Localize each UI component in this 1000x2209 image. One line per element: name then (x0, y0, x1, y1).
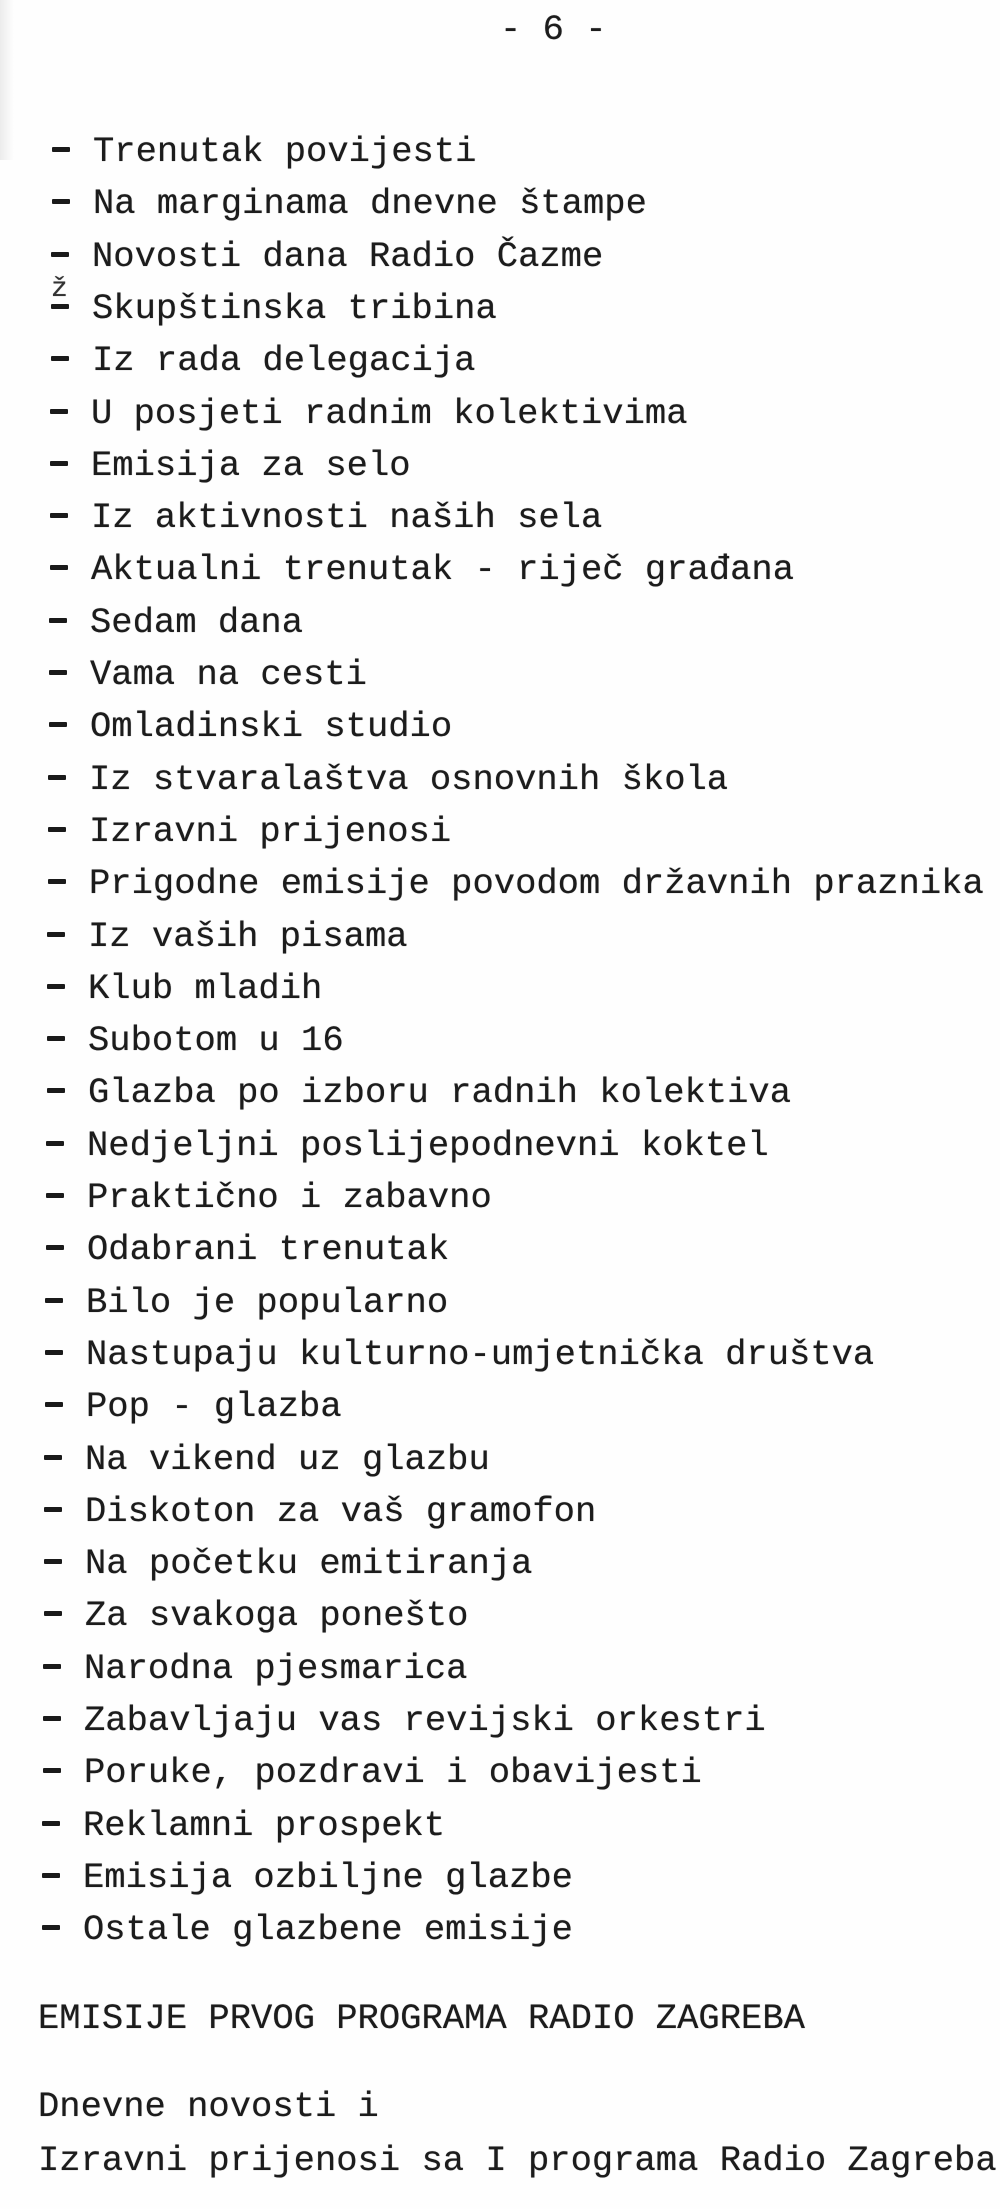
list-item-label: Nedjeljni poslijepodnevni koktel (87, 1124, 769, 1166)
list-item (44, 1543, 533, 1585)
dash-bullet-icon (42, 1821, 60, 1826)
scan-edge-shadow (0, 0, 14, 160)
dash-bullet-icon (47, 932, 65, 937)
list-item-label: Odabrani trenutak (87, 1229, 450, 1271)
dash-bullet-icon (46, 1193, 64, 1198)
list-item-label: Subotom u 16 (88, 1020, 344, 1062)
dash-bullet-icon (43, 1768, 61, 1773)
list-item-label: Klub mladih (88, 967, 323, 1009)
list-item (47, 967, 323, 1009)
dash-bullet-icon (47, 1036, 65, 1041)
list-item (50, 549, 795, 591)
dash-bullet-icon (42, 1925, 60, 1930)
list-item (46, 1177, 492, 1218)
dash-bullet-icon (50, 409, 68, 414)
list-item (50, 444, 411, 486)
list-item (48, 810, 452, 852)
dash-bullet-icon (44, 1611, 62, 1616)
list-item (45, 1386, 342, 1428)
list-item-label: Zabavljaju vas revijski orkestri (84, 1700, 766, 1741)
list-item (51, 235, 604, 277)
dash-bullet-icon (52, 199, 70, 204)
list-item (46, 1124, 769, 1166)
dash-bullet-icon (44, 1559, 62, 1564)
list-item (45, 1281, 449, 1323)
list-item-label: Sedam dana (90, 601, 304, 643)
list-item (52, 131, 477, 172)
list-item (47, 1072, 792, 1114)
list-item-label: Iz aktivnosti naših sela (91, 497, 603, 539)
list-item (44, 1490, 597, 1532)
dash-bullet-icon (48, 827, 66, 832)
list-item (45, 1333, 875, 1375)
list-item (48, 863, 984, 905)
list-item-label: Bilo je popularno (86, 1281, 449, 1323)
dash-bullet-icon (52, 147, 70, 152)
dash-bullet-icon (50, 565, 68, 570)
dash-bullet-icon (45, 1402, 63, 1407)
list-item (46, 1229, 450, 1271)
dash-bullet-icon (48, 879, 66, 884)
dash-bullet-icon (46, 1245, 64, 1250)
list-item (49, 601, 304, 643)
list-item-label: Poruke, pozdravi i obavijesti (84, 1752, 702, 1794)
dash-bullet-icon (43, 1716, 61, 1721)
list-item-label: U posjeti radnim kolektivima (91, 392, 688, 434)
dash-bullet-icon (45, 1298, 63, 1303)
list-item (52, 183, 647, 225)
section-title: EMISIJE PRVOG PROGRAMA RADIO ZAGREBA (38, 1998, 805, 2039)
list-item-label: Iz vaših pisama (88, 915, 408, 957)
section-line: Dnevne novosti i (38, 2086, 379, 2127)
list-item-label: Ostale glazbene emisije (83, 1909, 573, 1951)
list-item-label: Prigodne emisije povodom državnih praznika (89, 863, 984, 905)
dash-bullet-icon (51, 252, 69, 257)
list-item-label: Emisija ozbiljne glazbe (83, 1856, 573, 1898)
dash-bullet-icon (43, 1664, 61, 1669)
dash-bullet-icon (49, 722, 67, 727)
list-item (43, 1647, 468, 1689)
list-item (49, 706, 453, 748)
list-item (47, 1020, 344, 1062)
dash-bullet-icon (48, 775, 66, 780)
list-item-label: Izravni prijenosi (89, 810, 452, 852)
list-item-label: Trenutak povijesti (93, 131, 477, 172)
dash-bullet-icon (44, 1507, 62, 1512)
list-item (44, 1595, 469, 1637)
list-item (44, 1438, 490, 1480)
list-item-label: Novosti dana Radio Čazme (92, 235, 604, 277)
dash-bullet-icon (51, 356, 69, 361)
list-item-label: Narodna pjesmarica (84, 1647, 468, 1689)
list-item (47, 915, 408, 957)
list-item-label: Nastupaju kulturno-umjetnička društva (86, 1333, 875, 1375)
list-item (42, 1909, 573, 1951)
list-item-label: Pop - glazba (86, 1386, 342, 1428)
list-item-label: Diskoton za vaš gramofon (85, 1490, 597, 1532)
list-item-label: Omladinski studio (90, 706, 453, 748)
list-item-label: Na vikend uz glazbu (85, 1438, 490, 1480)
list-item-label: Emisija za selo (91, 444, 411, 486)
list-item-label: Na marginama dnevne štampe (93, 183, 647, 225)
list-item (43, 1700, 766, 1741)
dash-bullet-icon (47, 984, 65, 989)
list-item (48, 758, 729, 800)
dash-bullet-icon (49, 670, 67, 675)
list-item (49, 654, 367, 695)
dash-bullet-icon (46, 1141, 64, 1146)
dash-bullet-icon (47, 1088, 65, 1093)
dash-bullet-icon (50, 513, 68, 518)
list-item (51, 287, 497, 329)
dash-bullet-icon (49, 618, 67, 623)
dash-bullet-icon (50, 461, 68, 466)
page-number: - 6 - (500, 9, 607, 50)
list-item-label: Vama na cesti (90, 654, 367, 695)
list-item (42, 1804, 446, 1846)
list-item-label: Skupštinska tribina (92, 287, 497, 329)
dash-bullet-icon (45, 1350, 63, 1355)
list-item-label: Na početku emitiranja (85, 1543, 533, 1585)
list-item (42, 1856, 573, 1898)
dash-bullet-icon (42, 1873, 60, 1878)
list-item-label: Iz rada delegacija (92, 340, 476, 382)
list-item (50, 392, 688, 434)
list-item-label: Iz stvaralaštva osnovnih škola (89, 758, 729, 800)
dash-bullet-icon (51, 304, 69, 309)
list-item (50, 497, 603, 539)
list-item-label: Glazba po izboru radnih kolektiva (88, 1072, 792, 1114)
list-item-label: Za svakoga ponešto (85, 1595, 469, 1637)
list-item-label: Reklamni prospekt (83, 1804, 446, 1846)
section-line: Izravni prijenosi sa I programa Radio Zagreba (38, 2140, 997, 2181)
dash-bullet-icon (44, 1455, 62, 1460)
list-item-label: Aktualni trenutak - riječ građana (91, 549, 795, 591)
list-item (51, 340, 476, 382)
list-item (43, 1752, 702, 1794)
list-item-label: Praktično i zabavno (87, 1177, 492, 1218)
